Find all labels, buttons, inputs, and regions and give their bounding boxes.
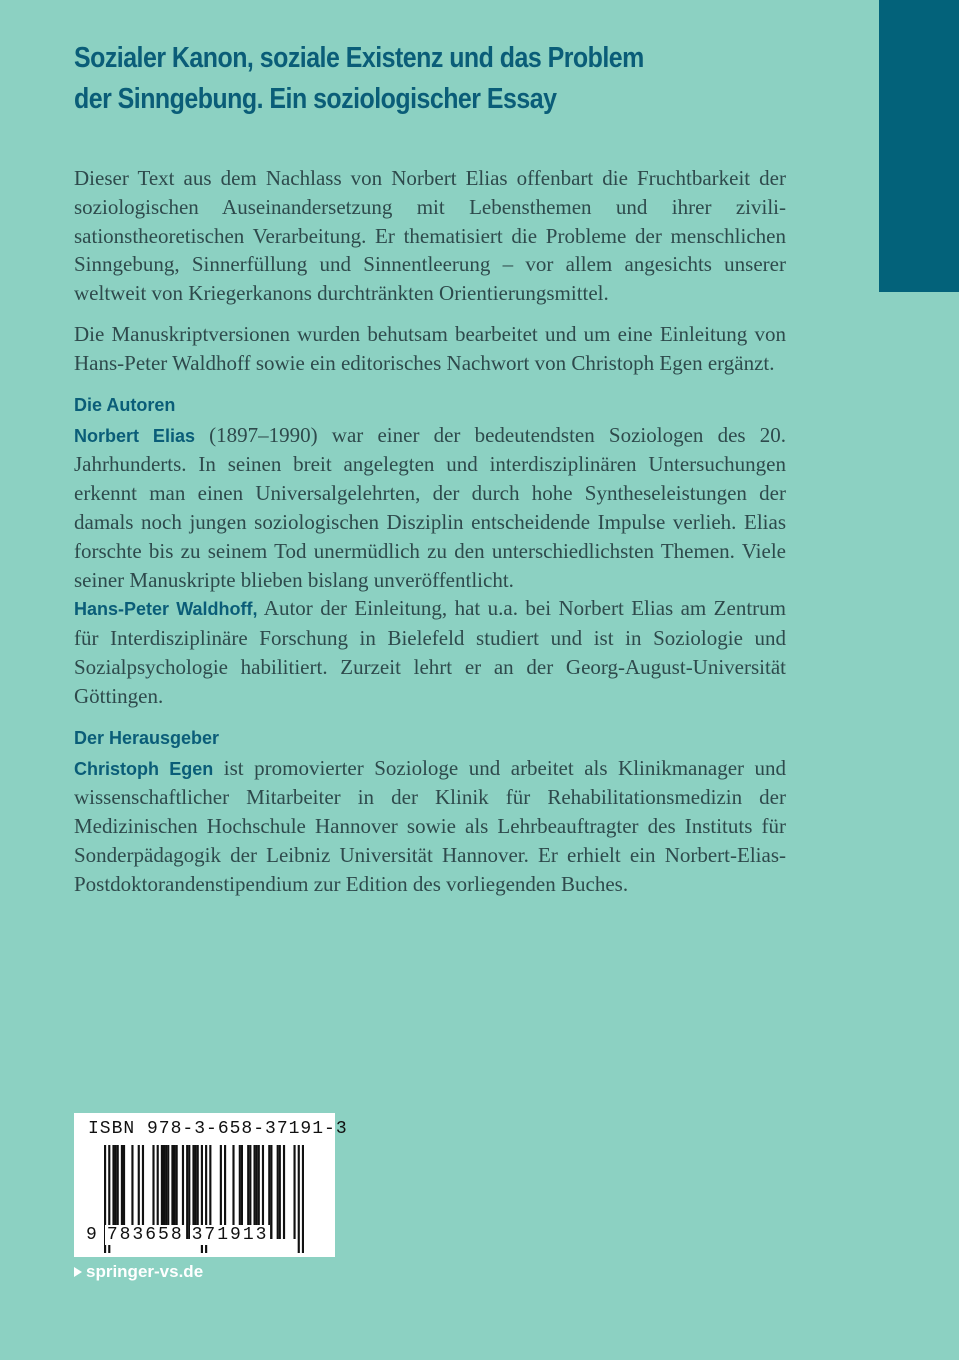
author-waldhoff-bio xyxy=(74,594,786,710)
book-title-line-2: der Sinngebung. Ein soziologischer Essay xyxy=(74,83,557,115)
author-elias-text: (1897–1990) war einer der bedeutendsten Soziologen des 20. Jahrhunderts. In seinen breit angelegten und interdisziplinären Untersuchungen erkennt man einen Universalgelehrten, der durch hohe Syntheseleistungen der damals noch jungen soziologischen Disziplin entscheidende Impulse verlieh. Elias forschte bis zu seinem Tod unermüdlich zu den unterschiedlichsten Themen. Viele seiner Manuskripte blieben bislang unveröffentlicht. xyxy=(74,422,786,592)
publisher-website[interactable] xyxy=(74,1262,203,1282)
barcode-bar xyxy=(277,1145,279,1239)
barcode-bar xyxy=(270,1145,272,1239)
editor-text: ist promovierter Soziologe und arbeitet als Klinikmanager und wissenschaftlicher Mitarbeiter in der Klinik für Rehabilitationsmedizin der Medizinischen Hochschule Hannover sowie als Lehrbeauftragter des Instituts für Sonderpädagogik der Leibniz Universität Hannover. Er erhielt ein Norbert-Elias-Postdoktorandenstipendium zur Edition des vorliegenden Buches. xyxy=(74,755,787,896)
editor-name: Christoph Egen xyxy=(74,758,214,779)
ean-left-group: 783658 xyxy=(106,1225,184,1245)
ean-right-group: 371913 xyxy=(191,1225,269,1245)
isbn-label: ISBN 978-3-658-37191-3 xyxy=(88,1119,348,1139)
website-label[interactable]: springer-vs.de xyxy=(86,1262,204,1281)
author-elias-bio xyxy=(74,421,786,595)
ean-digits xyxy=(86,1225,270,1245)
author-elias-name: Norbert Elias xyxy=(74,425,195,446)
intro-paragraph-1: Dieser Text aus dem Nachlass von Norbert Elias offenbart die Fruchtbarkeit der soziologischen Auseinandersetzung mit Lebensthemen und ihrer zivilisationstheoretischen Verarbeitung. Er thematisiert die Probleme der menschlichen Sinngebung, Sinnerfüllung und Sinnentleerung – vor allem angesichts unserer weltweit von Kriegerkanons durchtränkten Orientierungsmittel. xyxy=(74,166,786,306)
authors-heading: Die Autoren xyxy=(74,394,176,415)
barcode-bar xyxy=(283,1145,285,1239)
author-waldhoff-name: Hans-Peter Waldhoff, xyxy=(74,599,258,620)
arrow-right-icon xyxy=(74,1267,82,1277)
barcode-bar xyxy=(298,1145,300,1253)
blurb-content xyxy=(74,164,786,899)
editor-bio xyxy=(74,754,786,899)
book-title xyxy=(74,38,693,120)
barcode-bar xyxy=(293,1145,295,1239)
ean-first-digit: 9 xyxy=(86,1225,97,1245)
isbn-barcode xyxy=(74,1113,348,1257)
intro-paragraph-2: Die Manuskriptversionen wurden behutsam bearbeitet und um eine Einleitung von Hans-Peter Waldhoff sowie ein editorisches Nachwort von Christoph Egen ergänzt. xyxy=(74,321,786,375)
editor-heading: Der Herausgeber xyxy=(74,727,220,748)
barcode-bar xyxy=(279,1145,281,1239)
barcode-bar xyxy=(302,1145,304,1253)
side-color-band xyxy=(879,0,959,292)
author-waldhoff-text: Autor der Einleitung, hat u.a. bei Norbert Elias am Zentrum für Interdisziplinäre Forschung in Bielefeld studiert und ist in Soziologie und Sozialpsychologie habilitiert. Zurzeit lehrt er an der Georg-August-Universität Göttingen. xyxy=(74,596,786,708)
book-title-line-1: Sozialer Kanon, soziale Existenz und das Problem xyxy=(74,42,644,74)
